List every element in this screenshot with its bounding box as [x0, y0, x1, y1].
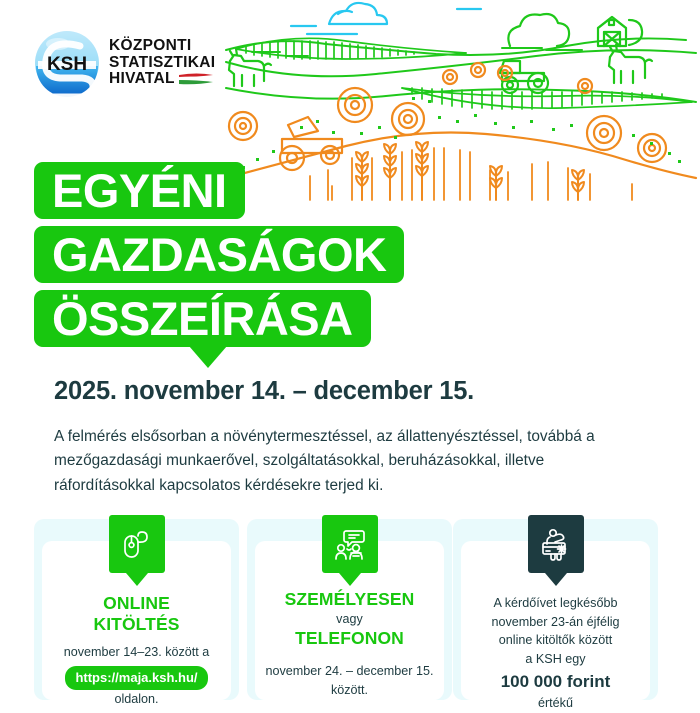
- card-online-title: [34, 593, 239, 634]
- card-inperson-phone: [247, 519, 452, 700]
- cloud-icon: [291, 3, 481, 34]
- logo-line-3: HIVATAL: [109, 70, 175, 88]
- card-prize-line2: november 23-án éjfélig: [491, 614, 620, 629]
- tree-icon: [508, 14, 642, 46]
- ksh-logo: [34, 30, 215, 96]
- card-online-pointer: [126, 573, 148, 586]
- logo-line-1: KÖZPONTI: [109, 37, 192, 55]
- people-speech-bubble-icon: [322, 515, 378, 573]
- card-inperson-title-middle: vagy: [336, 611, 363, 626]
- farm-landscape-illustration: [212, 0, 700, 200]
- ksh-globe-icon: [34, 30, 100, 96]
- computer-mouse-icon: [109, 515, 165, 573]
- card-prize-pointer: [545, 573, 567, 586]
- card-inperson-sub-line1: november 24. – december 15.: [265, 664, 434, 678]
- card-prize: [453, 519, 658, 711]
- logo-line-2: STATISZTIKAI: [109, 53, 216, 71]
- card-prize-amount: 100 000 forint: [500, 671, 611, 691]
- card-prize-line4: a KSH egy: [525, 651, 586, 666]
- headline-line-1: EGYÉNI: [34, 162, 245, 219]
- card-inperson-sub: [247, 662, 452, 699]
- card-online: [34, 519, 239, 706]
- survey-description: A felmérés elsősorban a növénytermesztéssel, az állattenyésztéssel, továbbá a mezőgazdasági munkaerővel, szolgáltatásokkal, beruházásokkal, illetve ráfordításokkal kapcsolatos kérdésekre terjed ki.: [54, 428, 595, 494]
- card-prize-line3: online kitöltők között: [498, 633, 613, 648]
- card-inperson-pointer: [339, 573, 361, 586]
- card-online-title-line1: ONLINE: [103, 593, 170, 613]
- card-online-sub-before: november 14–23. között a: [63, 645, 210, 659]
- tractor-icon: [280, 117, 342, 170]
- hungarian-flag-swoosh-icon: [179, 73, 213, 86]
- card-inperson-title-line1: SZEMÉLYESEN: [284, 589, 415, 609]
- card-online-title-line2: KITÖLTÉS: [93, 613, 180, 634]
- svg-text:KSH: KSH: [46, 54, 88, 75]
- card-inperson-title: [247, 589, 452, 649]
- card-prize-text: [453, 594, 658, 713]
- card-prize-line5: értékű: [537, 696, 573, 711]
- survey-date-range: 2025. november 14. – december 15.: [54, 377, 475, 405]
- prize-voucher-hand-icon: [528, 515, 584, 573]
- info-cards-band: [0, 519, 700, 711]
- card-inperson-title-line2: TELEFONON: [295, 628, 404, 649]
- headline-pointer: [189, 346, 227, 368]
- card-prize-line1: A kérdőívet legkésőbb: [493, 596, 618, 610]
- card-online-sub: [34, 643, 239, 708]
- card-online-sub-after: oldalon.: [114, 691, 159, 706]
- maja-url-link[interactable]: https://maja.ksh.hu/: [65, 666, 207, 690]
- headline-line-2: GAZDASÁGOK: [34, 226, 404, 283]
- headline-line-3: ÖSSZEÍRÁSA: [34, 290, 371, 347]
- card-inperson-sub-line2: között.: [330, 682, 369, 697]
